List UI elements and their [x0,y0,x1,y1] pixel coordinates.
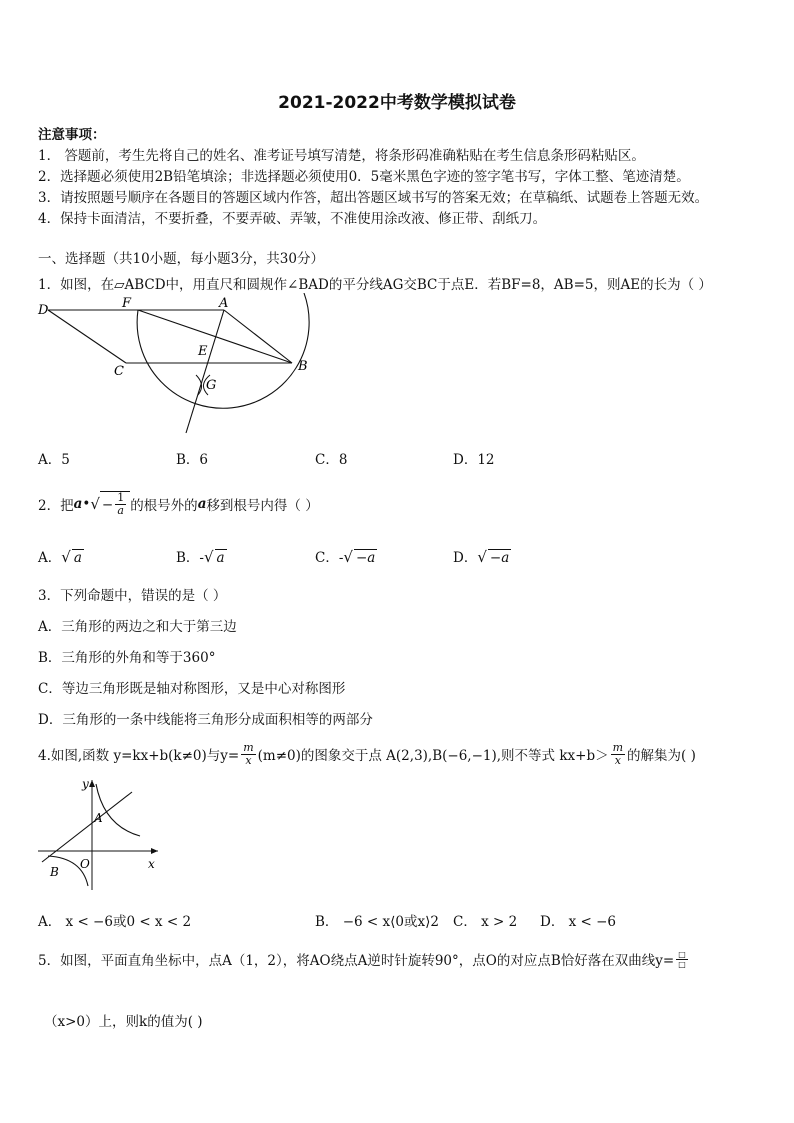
question-3-stem: 3．下列命题中，错误的是（ ） [38,588,227,604]
question-1-option-a[interactable]: A．5 [38,452,70,468]
label-D: D [38,303,49,318]
question-1-option-c[interactable]: C．8 [315,452,348,468]
note-item: 2．选择题必须使用2B铅笔填涂；非选择题必须使用0．5毫米黑色字迹的签字笔书写，字体工整、笔迹清楚。 [38,169,690,185]
label-B: B [50,865,59,879]
question-4-figure [34,774,164,892]
label-E: E [198,344,208,359]
question-3-option-b[interactable]: B．三角形的外角和等于360° [38,650,216,666]
question-1-option-d[interactable]: D．12 [453,452,495,468]
label-O: O [80,857,90,871]
question-1-option-b[interactable]: B．6 [176,452,209,468]
question-2-option-c[interactable]: C．-√ −a [315,548,376,566]
axis-x-label: x [148,857,155,871]
label-G: G [206,378,217,393]
note-item: 3．请按照题号顺序在各题目的答题区域内作答，超出答题区域书写的答案无效；在草稿纸、试题卷上答题无效。 [38,190,709,206]
label-A: A [94,811,103,825]
question-2-stem: 2．把 a • √ − $\frac{1}{a}$ 的根号外的 a 移到根号内得（ ） [38,491,319,517]
label-F: F [122,296,132,311]
note-item: 4．保持卡面清洁，不要折叠，不要弄破、弄皱，不准使用涂改液、修正带、刮纸刀。 [38,211,547,227]
axis-y-label: y [82,777,89,791]
page-title: 2021-2022中考数学模拟试卷 [278,93,516,113]
question-4-option-c[interactable]: C． x > 2 [453,914,518,930]
question-3-option-c[interactable]: C．等边三角形既是轴对称图形，又是中心对称图形 [38,681,346,697]
note-item: 1． 答题前，考生先将自己的姓名、准考证号填写清楚，将条形码准确粘贴在考生信息条形码粘贴区。 [38,148,645,164]
question-3-option-d[interactable]: D．三角形的一条中线能将三角形分成面积相等的两部分 [38,712,373,728]
question-4-option-b[interactable]: B． −6 < x⟨0或x⟩2 [315,914,439,930]
question-1-stem: 1．如图，在▱ABCD中，用直尺和圆规作∠BAD的平分线AG交BC于点E．若BF=8，AB=5，则AE的长为（ ） [38,277,712,293]
section-heading: 一、选择题（共10小题，每小题3分，共30分） [38,251,324,267]
question-5-line2: （x>0）上，则k的值为( ) [44,1014,203,1030]
label-C: C [114,364,124,379]
question-2-option-a[interactable]: A．√ a [38,548,82,566]
question-3-option-a[interactable]: A．三角形的两边之和大于第三边 [38,619,237,635]
question-4-stem: 4.如图,函数 y=kx+b(k≠0)与y= $\frac{m}{x}$ (m≠0)的图象交于点 A(2,3),B(−6,−1),则不等式 kx+b＞ $\frac{m}{x}$ 的解集为( ) [38,740,696,767]
question-2-option-d[interactable]: D．√ −a [453,548,510,566]
question-4-option-a[interactable]: A． x < −6或0 < x < 2 [38,914,192,930]
label-A: A [219,296,229,311]
question-2-option-b[interactable]: B．-√ a [176,548,225,566]
label-B: B [298,359,308,374]
question-1-figure [34,293,324,443]
question-4-option-d[interactable]: D． x < −6 [540,914,617,930]
notes-heading: 注意事项： [38,127,106,143]
question-5-stem: 5．如图，平面直角坐标中，点A（1，2），将AO绕点A逆时针旋转90°，点O的对应点B恰好落在双曲线y= $\frac{□}{□}$ [38,949,686,969]
